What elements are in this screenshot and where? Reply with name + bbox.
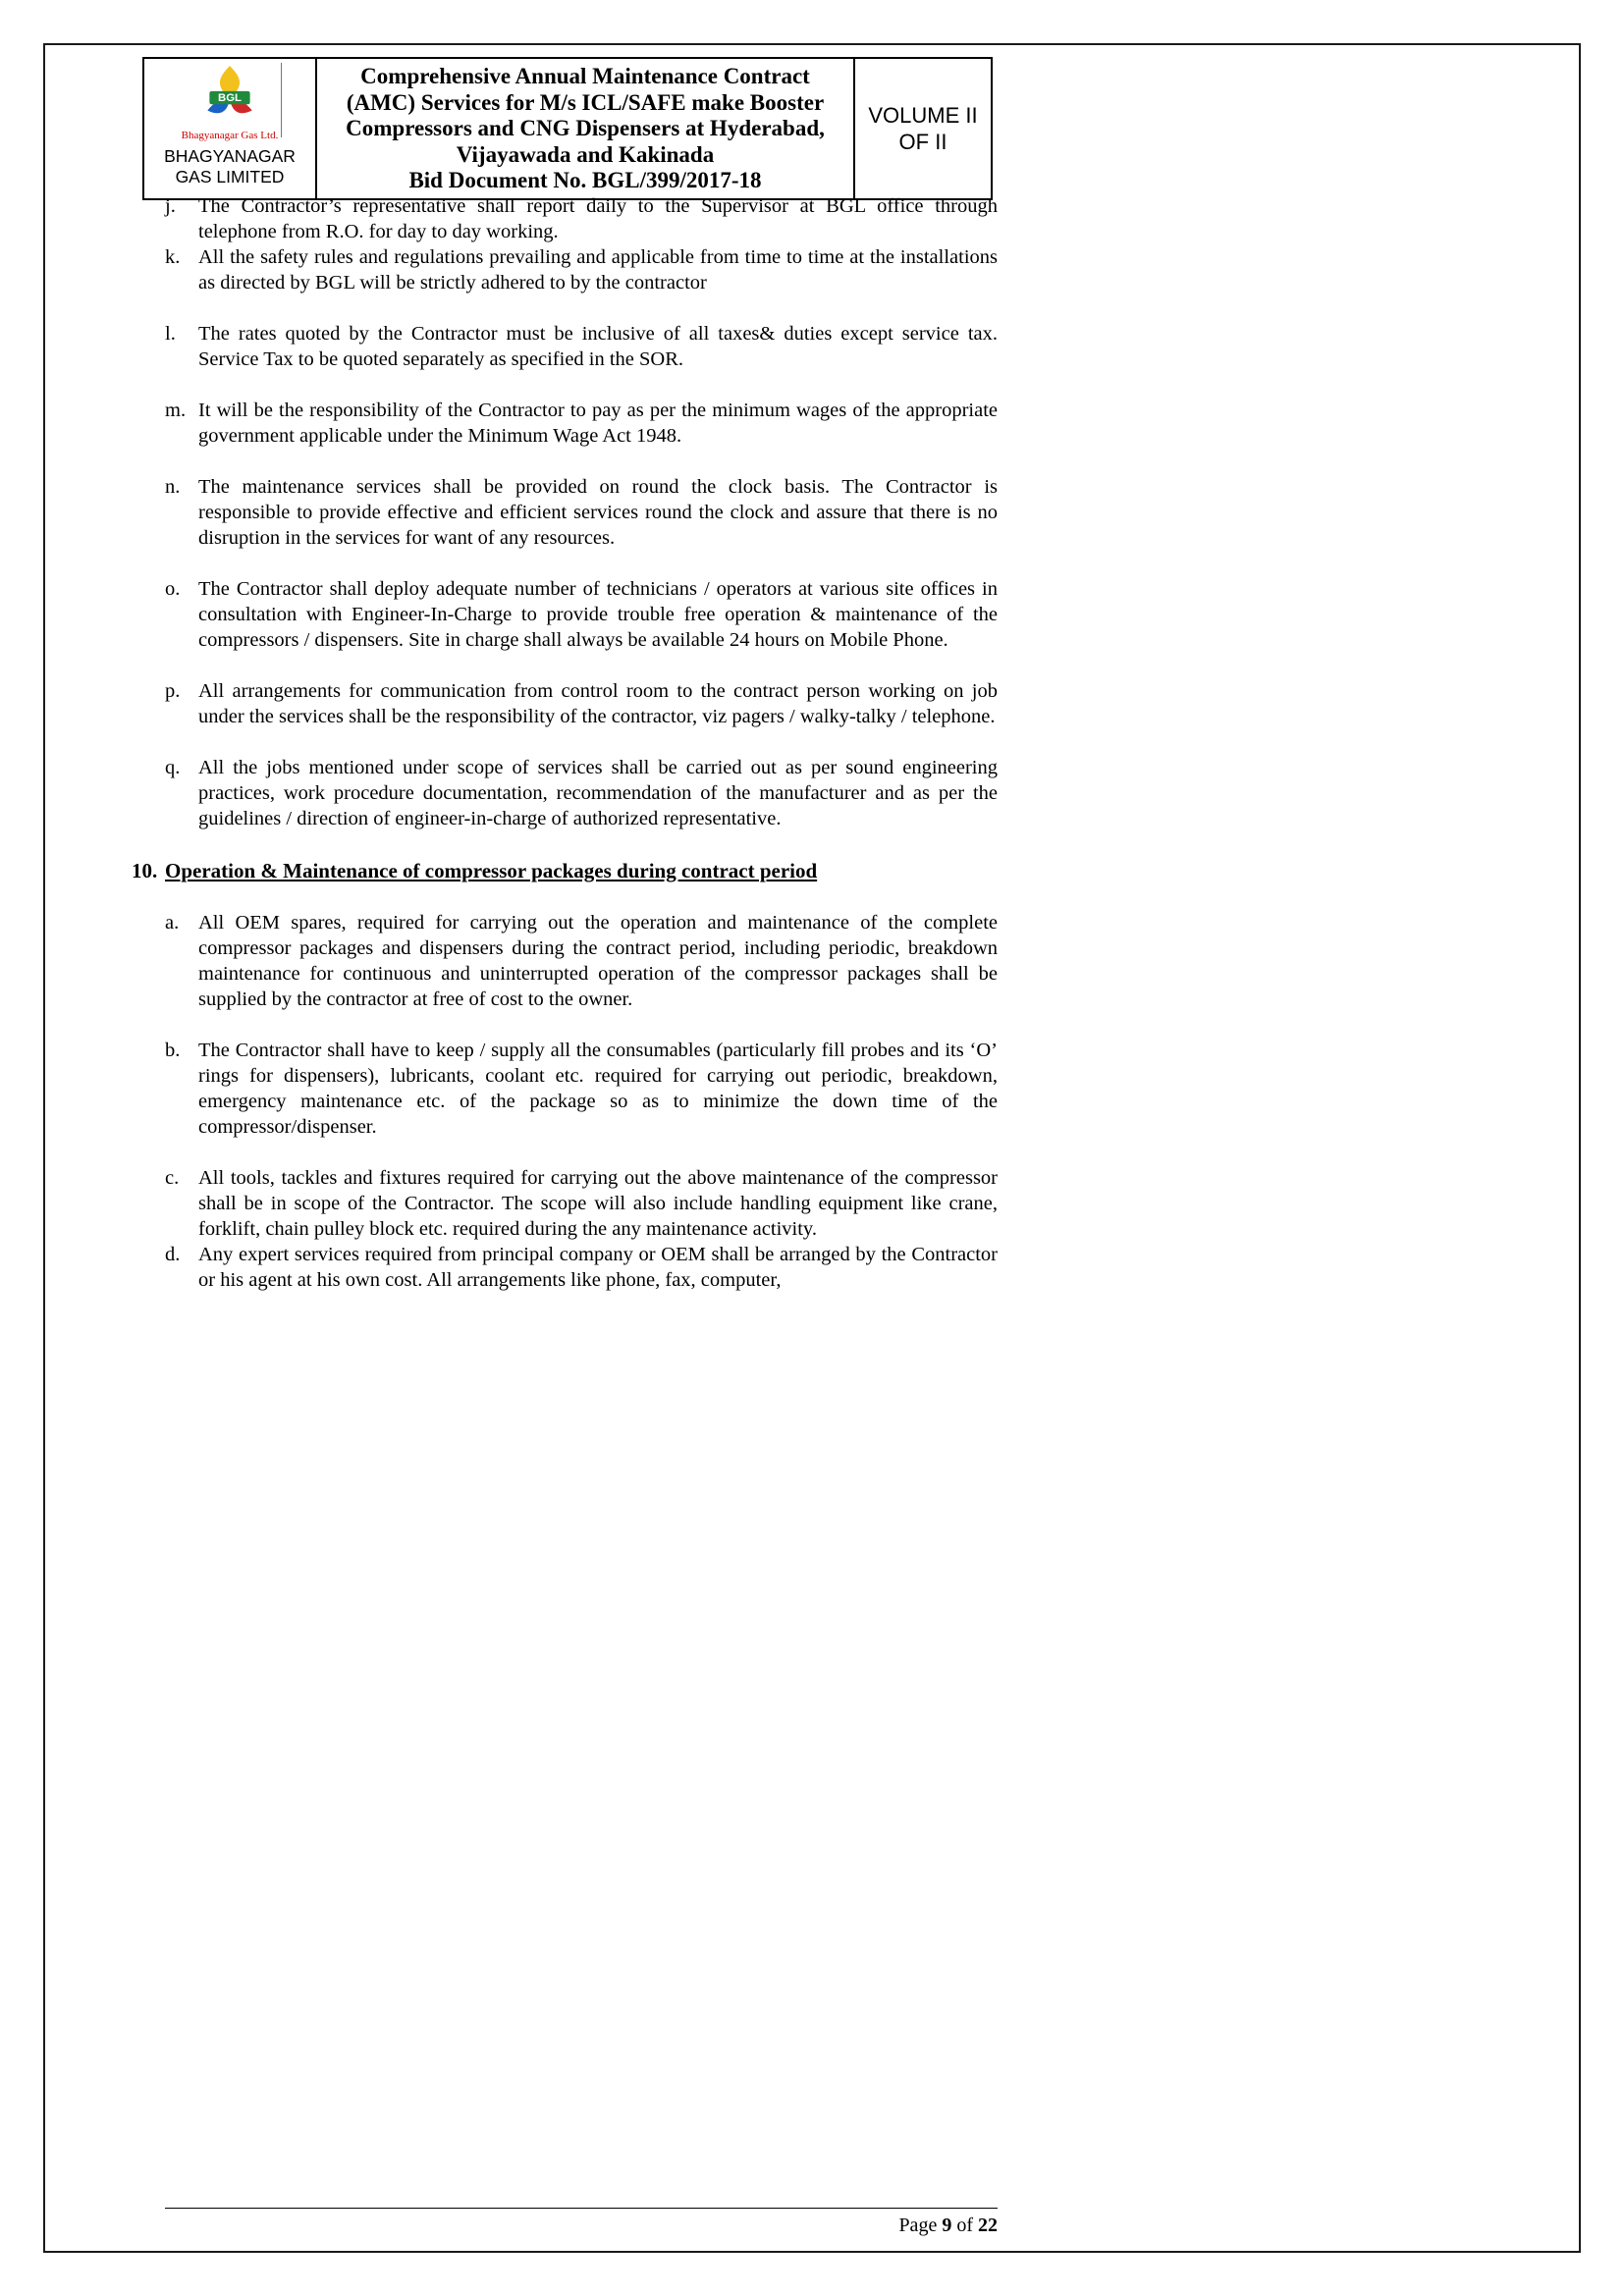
- item-marker: p.: [165, 680, 181, 702]
- list-item: [165, 910, 998, 1012]
- title-line: Comprehensive Annual Maintenance Contract: [360, 64, 810, 88]
- bgl-logo-icon: [197, 64, 262, 129]
- item-text: The Contractor’s representative shall report daily to the Supervisor at BGL office through telephone from R.O. for day to day working.: [198, 195, 998, 242]
- footer-of-word: of: [956, 2215, 973, 2236]
- item-marker: d.: [165, 1244, 181, 1265]
- list-item: [165, 755, 998, 831]
- list-item: [165, 398, 998, 449]
- title-line: Compressors and CNG Dispensers at Hyderabad,: [346, 116, 825, 140]
- item-text: The Contractor shall have to keep / supply all the consumables (particularly fill probes and its ‘O’ rings for dispensers), lubricants, coolant etc. required for carrying out periodic, breakdown, emergency maintenance etc. of the package so as to minimize the down time of the compressor/dispenser.: [198, 1040, 998, 1138]
- item-text: The maintenance services shall be provided on round the clock basis. The Contractor is responsible to provide effective and efficient services round the clock and assure that there is no disruption in the services for want of any resources.: [198, 476, 998, 549]
- page-footer: [165, 2208, 998, 2237]
- title-line: Vijayawada and Kakinada: [456, 141, 715, 167]
- list-item: [165, 321, 998, 372]
- item-marker: l.: [165, 323, 176, 345]
- company-name: BHAGYANAGAR GAS LIMITED: [164, 146, 296, 187]
- section-heading: [132, 858, 998, 884]
- logo-caption: Bhagyanagar Gas Ltd.: [181, 130, 279, 141]
- item-marker: m.: [165, 400, 187, 421]
- clause-list: [165, 193, 998, 831]
- list-item: [165, 474, 998, 551]
- item-text: All arrangements for communication from control room to the contract person working on job under the services shall be the responsibility of the contractor, viz pagers / walky-talky / telephone.: [198, 680, 998, 727]
- title-line: (AMC) Services for M/s ICL/SAFE make Booster: [346, 89, 825, 115]
- item-marker: b.: [165, 1040, 181, 1061]
- item-marker: k.: [165, 246, 181, 268]
- item-text: Any expert services required from principal company or OEM shall be arranged by the Contractor or his agent at his own cost. All arrangements like phone, fax, computer,: [198, 1244, 998, 1291]
- list-item: [165, 1165, 998, 1242]
- logo-cell-divider: [281, 63, 282, 137]
- item-text: All the jobs mentioned under scope of services shall be carried out as per sound engineering practices, work procedure documentation, recommendation of the manufacturer and as per the guidelines / direction of engineer-in-charge of authorized representative.: [198, 757, 998, 829]
- item-marker: n.: [165, 476, 181, 498]
- footer-page-word: Page: [898, 2215, 938, 2236]
- list-item: [165, 678, 998, 729]
- item-marker: c.: [165, 1167, 180, 1189]
- logo-monogram: BGL: [218, 92, 242, 105]
- list-item: [165, 1038, 998, 1140]
- item-text: The rates quoted by the Contractor must be inclusive of all taxes& duties except service tax. Service Tax to be quoted separately as specified in the SOR.: [198, 323, 998, 370]
- section-number: 10.: [132, 859, 158, 882]
- volume-line: OF II: [898, 129, 947, 154]
- item-text: All OEM spares, required for carrying out the operation and maintenance of the complete compressor packages and dispensers during the contract period, including periodic, breakdown maintenance for continuous and uninterrupted operation of the compressor packages shall be supplied by the contractor at free of cost to the owner.: [198, 912, 998, 1010]
- item-text: It will be the responsibility of the Contractor to pay as per the minimum wages of the appropriate government applicable under the Minimum Wage Act 1948.: [198, 400, 998, 447]
- footer-page-number: 9: [942, 2215, 952, 2236]
- volume-cell: [855, 59, 991, 198]
- item-marker: a.: [165, 912, 180, 934]
- logo-cell: [144, 59, 317, 198]
- bid-document-number: Bid Document No. BGL/399/2017-18: [408, 168, 762, 192]
- item-marker: o.: [165, 578, 181, 600]
- item-text: All tools, tackles and fixtures required for carrying out the above maintenance of the compressor shall be in scope of the Contractor. The scope will also include handling equipment like crane, forklift, chain pulley block etc. required during the any maintenance activity.: [198, 1167, 998, 1240]
- item-text: All the safety rules and regulations prevailing and applicable from time to time at the installations as directed by BGL will be strictly adhered to by the contractor: [198, 246, 998, 294]
- title-cell: [317, 59, 855, 198]
- list-item: [165, 576, 998, 653]
- volume-line: VOLUME II: [868, 102, 978, 128]
- section-title: Operation & Maintenance of compressor packages during contract period: [165, 859, 818, 882]
- list-item: [165, 244, 998, 295]
- list-item: [165, 193, 998, 244]
- document-body: [0, 193, 1624, 1293]
- item-marker: j.: [165, 195, 176, 217]
- item-text: The Contractor shall deploy adequate number of technicians / operators at various site offices in consultation with Engineer-In-Charge to provide trouble free operation & maintenance of the compressors / dispensers. Site in charge shall always be available 24 hours on Mobile Phone.: [198, 578, 998, 651]
- item-marker: q.: [165, 757, 181, 778]
- footer-total-pages: 22: [978, 2215, 998, 2236]
- list-item: [165, 1242, 998, 1293]
- document-header: [142, 57, 993, 200]
- sub-clause-list: [165, 910, 998, 1293]
